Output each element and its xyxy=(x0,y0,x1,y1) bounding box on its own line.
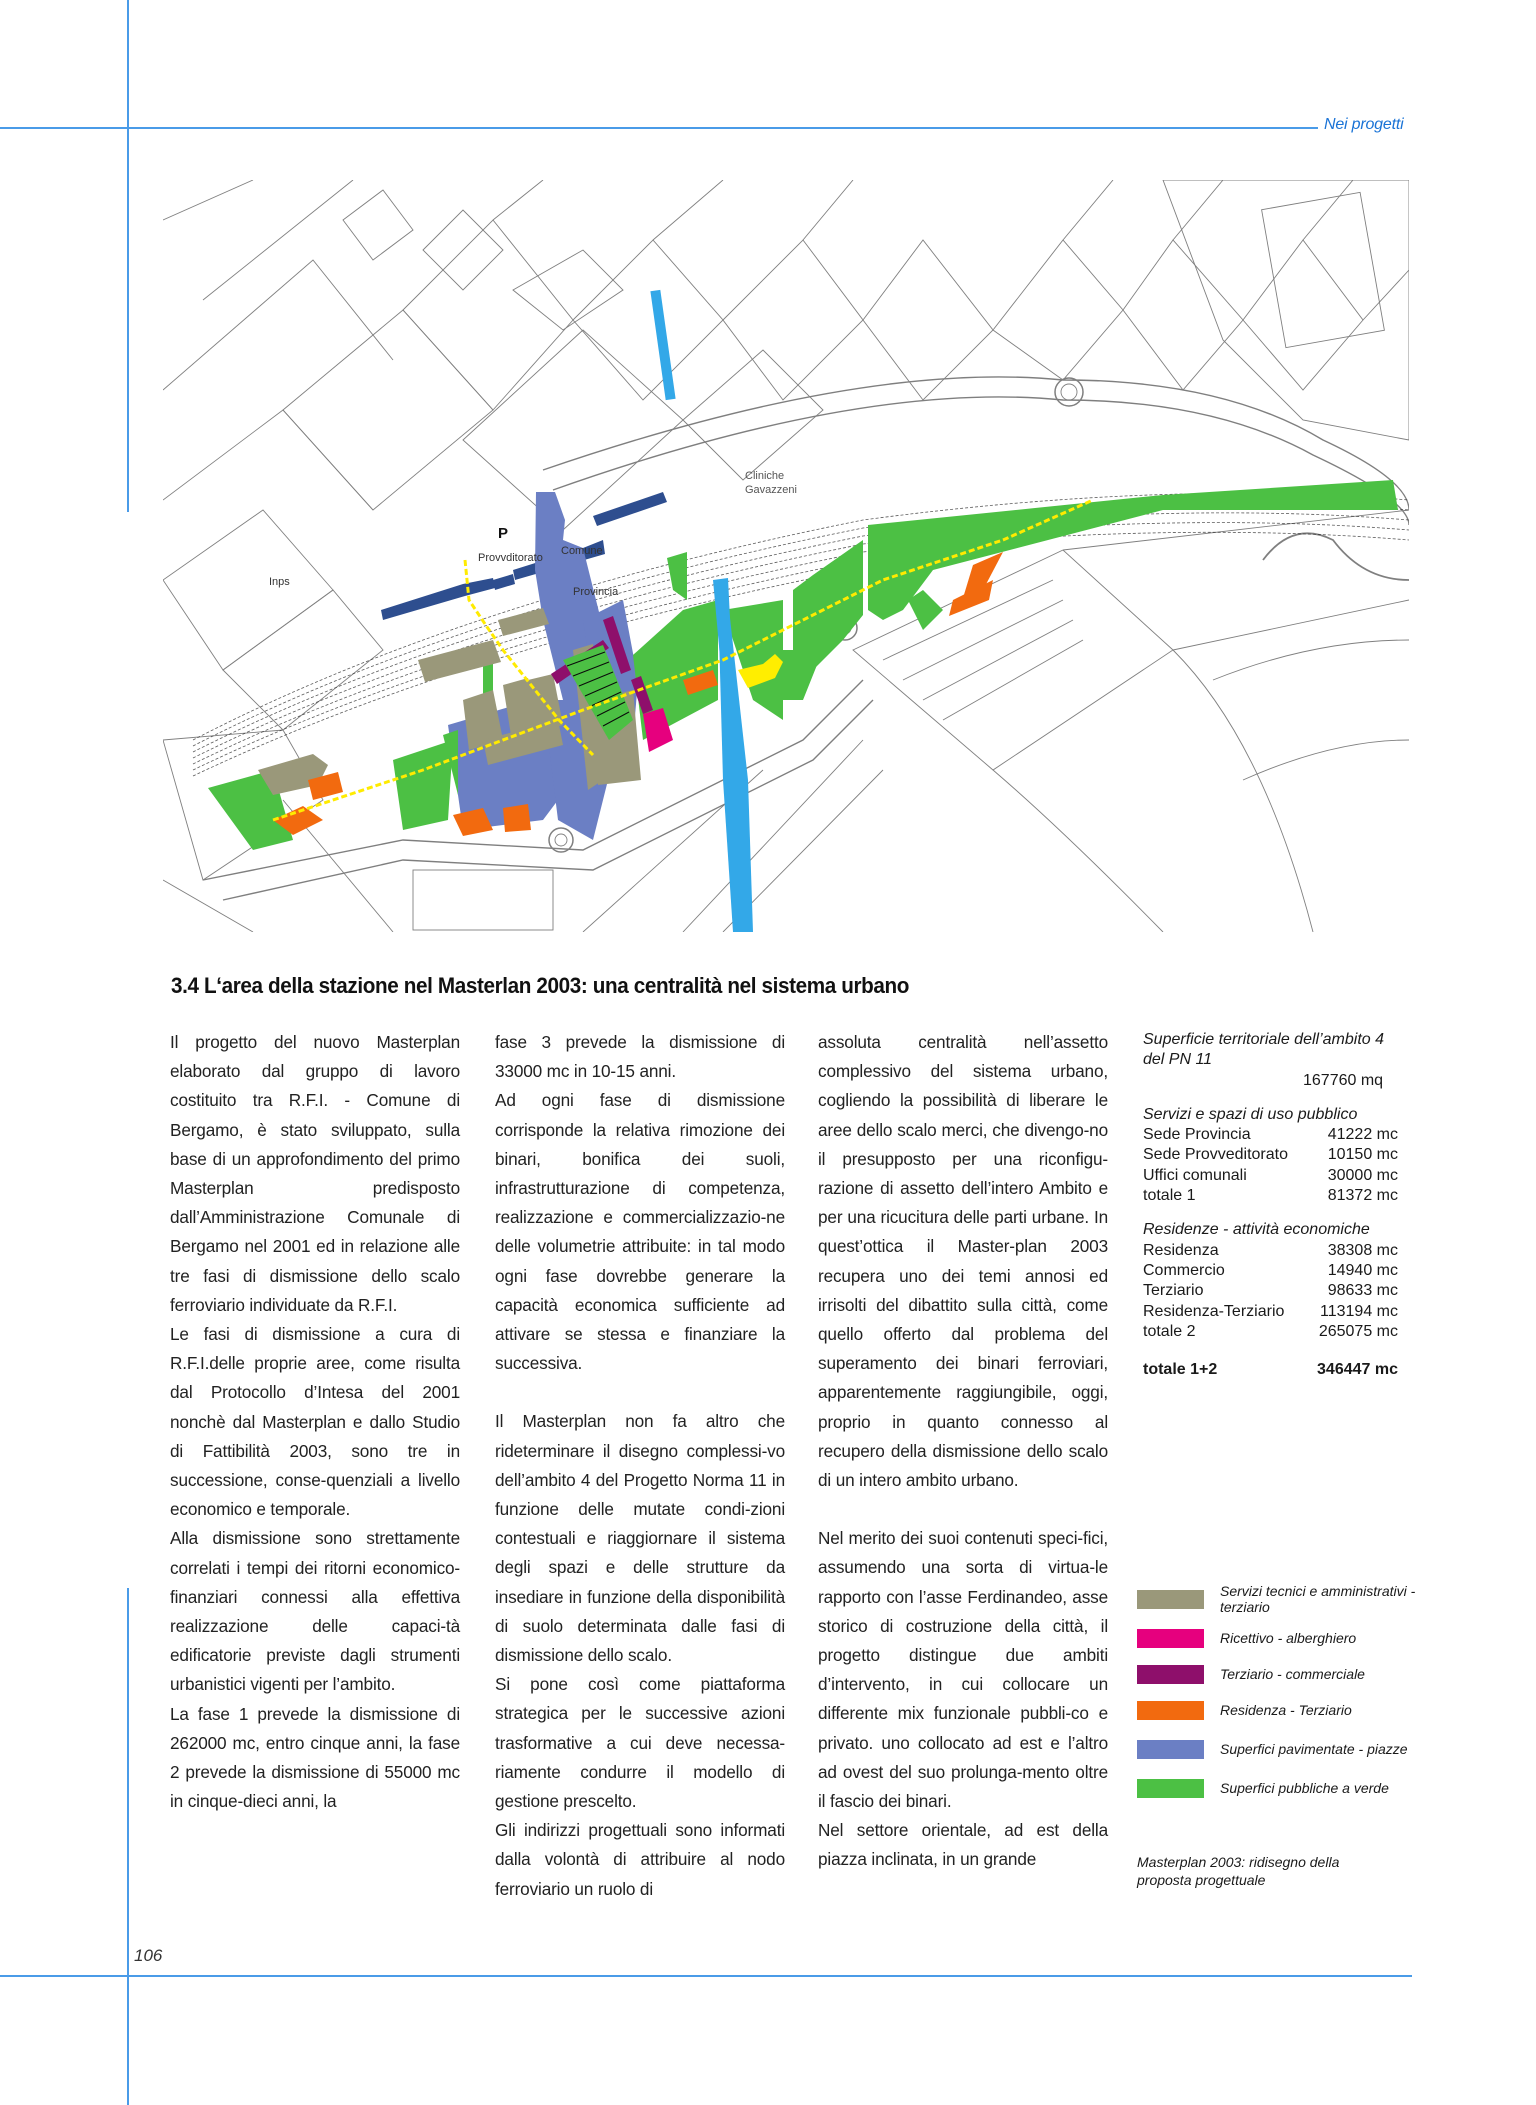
running-head: Nei progetti xyxy=(1324,116,1404,133)
stats-row xyxy=(1143,1125,1398,1145)
body-column-3 xyxy=(818,1028,1108,1875)
legend-label: Servizi tecnici e amministrativi - terziario xyxy=(1220,1583,1416,1615)
margin-guide-vertical-bottom xyxy=(127,1588,129,2105)
map-label-cliniche: Cliniche xyxy=(745,470,785,482)
figure-caption: Masterplan 2003: ridisegno della proposta progettuale xyxy=(1137,1854,1340,1888)
legend-label: Residenza - Terziario xyxy=(1220,1702,1352,1718)
paragraph: Il Masterplan non fa altro che rideterminare il disegno complessi-vo dell’ambito 4 del Progetto Norma 11 in funzione delle mutate condi-zioni contestuali e riaggiornare il sistema degli spazi e delle strutture da insediare in funzione della disponibilità di suolo determinata dalle fasi di dismissione dello scalo. xyxy=(495,1411,785,1666)
page-number: 106 xyxy=(134,1946,163,1965)
stats-heading: Servizi e spazi di uso pubblico xyxy=(1143,1105,1358,1123)
stats-label: Sede Provincia xyxy=(1143,1126,1251,1144)
legend-label: Ricettivo - alberghiero xyxy=(1220,1630,1357,1646)
legend-item xyxy=(1137,1770,1437,1806)
legend-swatch xyxy=(1137,1779,1204,1798)
legend-item xyxy=(1137,1578,1437,1620)
stats-value: 30000 mc xyxy=(1327,1166,1398,1184)
paragraph: Gli indirizzi progettuali sono informati dalla volontà di attribuire al nodo ferroviario un ruolo di xyxy=(495,1820,785,1899)
paragraph: Alla dismissione sono strettamente correlati i tempi dei ritorni economico-finanziari connessi alla effettiva realizzazione delle capaci-tà edificatorie previste dagli strumenti urbanistici vigenti per l’ambito. xyxy=(170,1528,460,1695)
stats-heading: Residenze - attività economiche xyxy=(1143,1221,1370,1239)
stats-row xyxy=(1143,1241,1398,1261)
stats-label: totale 1 xyxy=(1143,1187,1196,1205)
stats-label: totale 2 xyxy=(1143,1322,1196,1340)
legend-swatch xyxy=(1137,1590,1204,1609)
stats-row xyxy=(1143,1302,1398,1322)
map-label-gavazzeni: Gavazzeni xyxy=(745,484,797,496)
map-label-provincia: Provincia xyxy=(573,586,619,598)
map-label-provveditorato: Provvditorato xyxy=(478,552,543,564)
stats-value: 113194 mc xyxy=(1320,1302,1398,1320)
stats-value: 167760 mq xyxy=(1303,1071,1384,1089)
footer-rule xyxy=(0,1975,1412,1977)
territorial-surface xyxy=(1143,1030,1403,1091)
paragraph: fase 3 prevede la dismissione di 33000 mc in 10-15 anni. xyxy=(495,1032,785,1082)
legend-swatch xyxy=(1137,1629,1204,1648)
header-rule xyxy=(0,127,1318,129)
legend-label: Superfici pavimentate - piazze xyxy=(1220,1741,1408,1757)
stats-value: 14940 mc xyxy=(1327,1261,1398,1279)
map-legend xyxy=(1137,1578,1437,1806)
stats-row xyxy=(1143,1166,1398,1186)
stats-value: 38308 mc xyxy=(1327,1241,1398,1259)
map-label-comune: Comune xyxy=(561,545,603,557)
paragraph: Nel settore orientale, ad est della piazza inclinata, in un grande xyxy=(818,1820,1108,1870)
legend-swatch xyxy=(1137,1701,1204,1720)
stats-value: 265075 mc xyxy=(1318,1322,1398,1340)
canal-north xyxy=(650,290,675,400)
paragraph: assoluta centralità nell’assetto complessivo del sistema urbano, cogliendo la possibilità di liberare le aree dello scalo merci, che divengo-no il presupposto per una riconfigu-razione di assetto dell’intero Ambito e per una ricucitura delle parti urbane. In quest’ottica il Master-plan 2003 recupera uno dei temi annosi ed irrisolti del dibattito sulla città, come quello offerto dal problema del superamento dei binari ferroviari, apparentemente raggiungibile, oggi, proprio in quanto connesso al recupero della dismissione dello scalo di un intero ambito urbano. xyxy=(818,1032,1108,1491)
stats-label: Residenza-Terziario xyxy=(1143,1302,1285,1320)
legend-item xyxy=(1137,1728,1437,1770)
public-green xyxy=(208,480,1398,850)
stats-label: Uffici comunali xyxy=(1143,1166,1247,1184)
stats-value: 98633 mc xyxy=(1327,1282,1398,1300)
body-column-2 xyxy=(495,1028,785,1904)
legend-item xyxy=(1137,1656,1437,1692)
stats-value: 81372 mc xyxy=(1327,1187,1398,1205)
section-title: 3.4 L‘area della stazione nel Masterlan 2003: una centralità nel sistema urbano xyxy=(171,973,910,998)
paragraph: Si pone così come piattaforma strategica per le successive azioni trasformative a cui deve necessa-riamente condurre il modello di gestione prescelto. xyxy=(495,1674,785,1812)
margin-guide-vertical-top xyxy=(127,0,129,512)
paragraph: Ad ogni fase di dismissione corrisponde la relativa rimozione dei binari, bonifica dei suoli, infrastrutturazione di competenza, realizzazione e commercializzazio-ne delle volumetrie attribuite: in tal modo ogni fase dovrebbe generare la capacità economica sufficiente ad attivare se stessa e finanziare la successiva. xyxy=(495,1090,785,1374)
stats-label: Sede Provveditorato xyxy=(1143,1146,1288,1164)
legend-swatch xyxy=(1137,1665,1204,1684)
volume-statistics xyxy=(1143,1030,1403,1380)
stats-row xyxy=(1143,1145,1398,1165)
grand-total-row xyxy=(1143,1360,1398,1380)
stats-row xyxy=(1143,1322,1398,1342)
city-blocks-linework xyxy=(163,180,1409,932)
map-label-p: P xyxy=(498,525,509,542)
paragraph: Il progetto del nuovo Masterplan elaborato dal gruppo di lavoro costituito tra R.F.I. - Comune di Bergamo, è stato sviluppato, sulla base di un approfondimento del primo Masterplan predisposto dall’Amministrazione Comunale di Bergamo nel 2001 ed in relazione alle tre fasi di dismissione dello scalo ferroviario individuate da R.F.I. xyxy=(170,1032,460,1315)
stats-row xyxy=(1143,1186,1398,1206)
stats-label: totale 1+2 xyxy=(1143,1361,1218,1379)
paragraph: Nel merito dei suoi contenuti speci-fici, assumendo una sorta di virtua-le rapporto con l’asse Ferdinandeo, asse storico di costruzione della città, il progetto distingue due ambiti d’intervento, in cui collocare un differente mix funzionale pubbli-co e privato. uno collocato ad est e l’altro ad ovest del suo prolunga-mento oltre il fascio dei binari. xyxy=(818,1528,1108,1812)
stats-label: Commercio xyxy=(1143,1261,1225,1279)
legend-swatch xyxy=(1137,1740,1204,1759)
stats-label: Residenza xyxy=(1143,1241,1219,1259)
map-label-inps: Inps xyxy=(269,576,290,588)
stats-heading: Superficie territoriale dell’ambito 4 del PN 11 xyxy=(1143,1031,1384,1069)
masterplan-map xyxy=(163,180,1409,932)
body-column-1 xyxy=(170,1028,460,1816)
stats-row xyxy=(1143,1281,1398,1301)
stats-value: 41222 mc xyxy=(1327,1126,1398,1144)
stats-value: 10150 mc xyxy=(1327,1146,1398,1164)
legend-label: Terziario - commerciale xyxy=(1220,1666,1365,1682)
paragraph: La fase 1 prevede la dismissione di 262000 mc, entro cinque anni, la fase 2 prevede la dismissione di 55000 mc in cinque-dieci anni, la xyxy=(170,1703,460,1812)
legend-item xyxy=(1137,1620,1437,1656)
legend-label: Superfici pubbliche a verde xyxy=(1220,1780,1389,1796)
stats-value: 346447 mc xyxy=(1317,1361,1398,1379)
residential-block xyxy=(1143,1220,1403,1342)
public-services-block xyxy=(1143,1105,1403,1206)
legend-item xyxy=(1137,1692,1437,1728)
map-drawing xyxy=(163,180,1409,932)
stats-row xyxy=(1143,1261,1398,1281)
paragraph: Le fasi di dismissione a cura di R.F.I.delle proprie aree, come risulta dal Protocollo d’Intesa del 2001 nonchè dal Masterplan e dallo Studio di Fattibilità 2003, sono tre in successione, conse-quenziali a livello economico e temporale. xyxy=(170,1324,460,1520)
stats-label: Terziario xyxy=(1143,1282,1204,1300)
